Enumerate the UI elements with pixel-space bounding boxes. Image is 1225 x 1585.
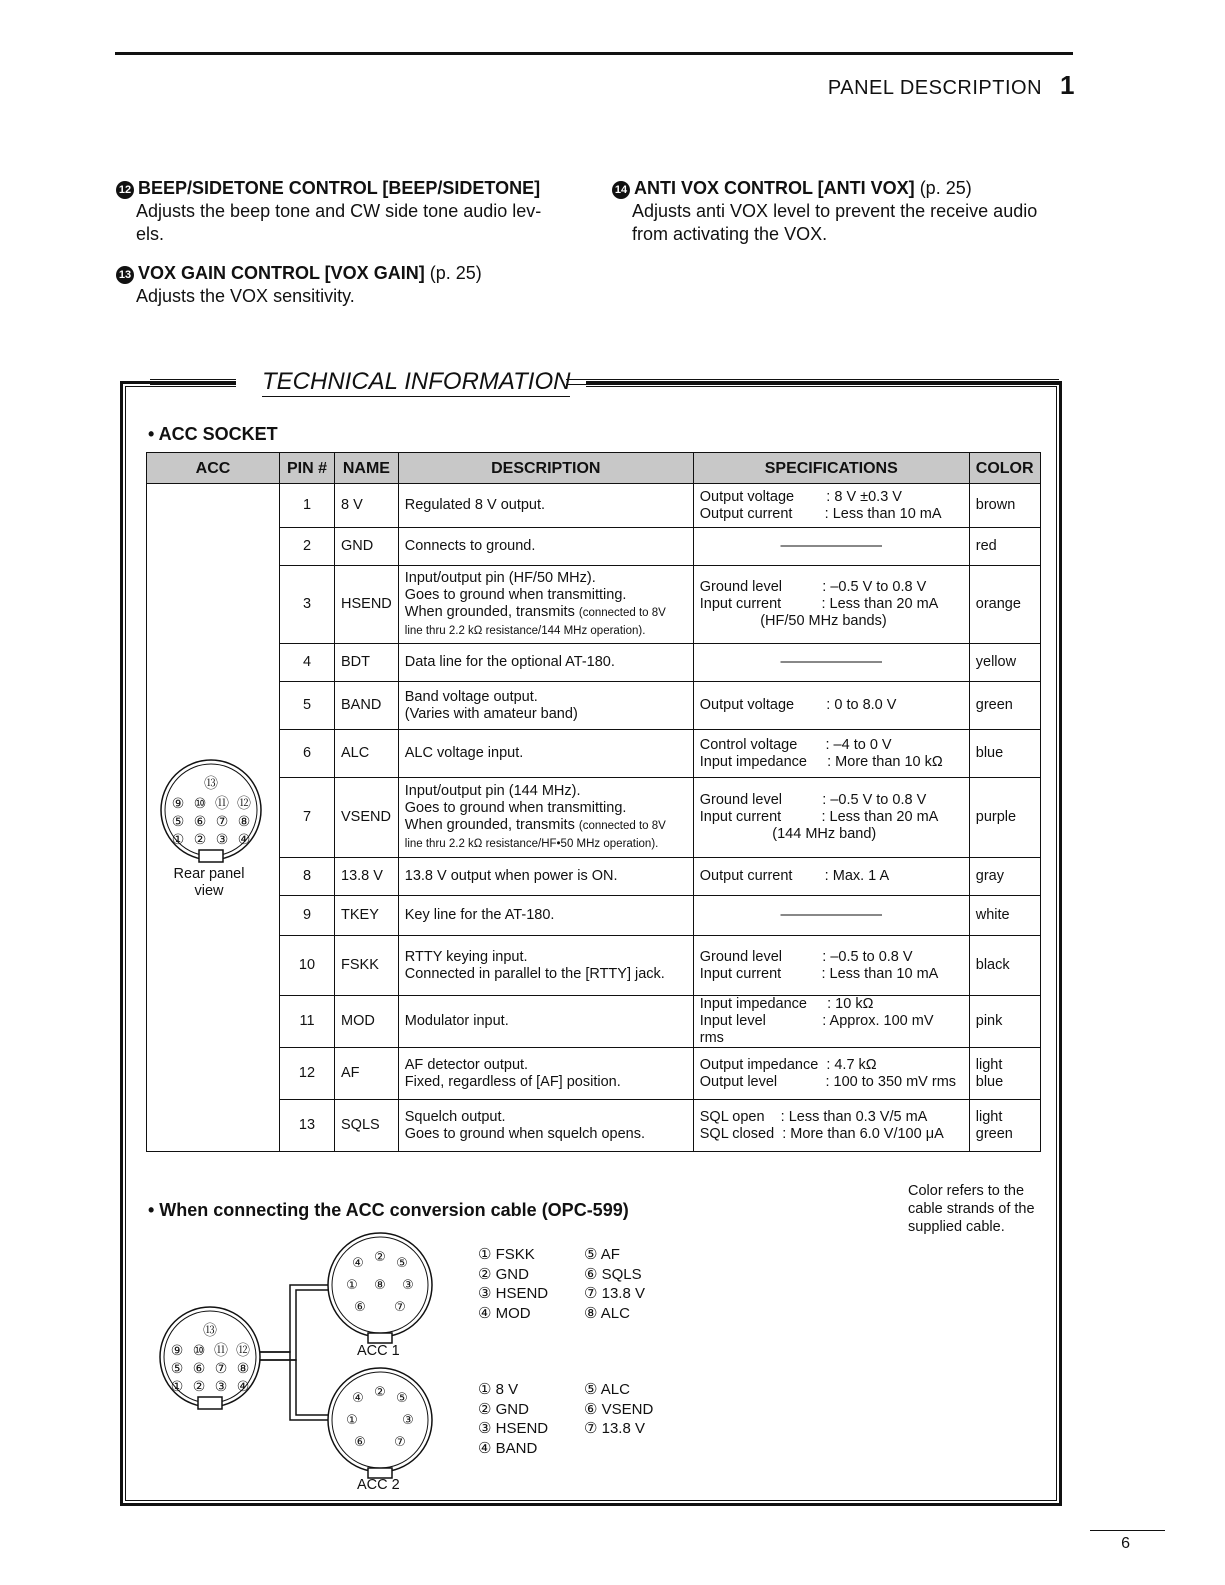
cell-specifications: ——————— [693,644,969,682]
cell-color: light blue [969,1048,1040,1100]
svg-text:⑥: ⑥ [193,814,207,830]
section-title: VOX GAIN CONTROL [VOX GAIN] [138,263,425,283]
svg-text:④: ④ [236,1379,250,1395]
description-note: (connected to 8V line thru 2.2 kΩ resistance/HF•50 MHz operation). [404,819,666,850]
cell-pin: 2 [280,528,335,566]
cell-pin: 7 [280,778,335,858]
col-pin: PIN # [280,453,335,484]
cell-name: TKEY [335,896,399,936]
svg-text:⑧: ⑧ [374,1278,386,1293]
col-specifications: SPECIFICATIONS [693,453,969,484]
svg-text:⑨: ⑨ [170,1343,184,1359]
section-page-ref: (p. 25) [429,263,482,283]
description-text: 13.8 V output when power is ON. [404,868,618,884]
section-title: BEEP/SIDETONE CONTROL [BEEP/SIDETONE] [138,178,541,198]
svg-text:③: ③ [402,1413,414,1428]
svg-text:④: ④ [237,832,251,848]
section-desc: Adjusts anti VOX level to prevent the receive audio [632,201,1038,221]
cell-color: purple [969,778,1040,858]
svg-text:⑦: ⑦ [394,1300,406,1315]
opc-heading: • When connecting the ACC conversion cable (OPC-599) [148,1200,629,1220]
description-text: Band voltage output. (Varies with amateur band) [404,688,578,722]
section-anti-vox [612,177,1072,246]
table-row [147,996,1041,1048]
tech-info-title: TECHNICAL INFORMATION [262,368,571,395]
cell-name: BDT [335,644,399,682]
svg-text:⑤: ⑤ [170,1361,184,1377]
description-text: Input/output pin (HF/50 MHz). Goes to ground when transmitting. When grounded, transmits [404,569,627,620]
cell-specifications: Output current : Max. 1 A [693,858,969,896]
description-text: Input/output pin (144 MHz). Goes to ground when transmitting. When grounded, transmits [404,782,627,833]
rear-panel-caption: Rear panel view [173,866,245,899]
cell-name: SQLS [335,1100,399,1152]
section-desc: Adjusts the beep tone and CW side tone audio lev- [136,201,542,221]
cell-name: MOD [335,996,399,1048]
acc-pin-table [146,452,1041,1152]
cell-pin: 8 [280,858,335,896]
top-rule [115,52,1073,55]
cell-color: orange [969,566,1040,644]
svg-text:⑩: ⑩ [192,1343,206,1359]
svg-text:①: ① [170,1379,184,1395]
table-row [147,896,1041,936]
cell-color: brown [969,484,1040,528]
cell-specifications: Output voltage : 0 to 8.0 V [693,682,969,730]
color-note: Color refers to the cable strands of the supplied cable. [908,1183,1035,1235]
cell-specifications: ——————— [693,896,969,936]
cell-specifications: Output impedance : 4.7 kΩ Output level : 100 to 350 mV rms [693,1048,969,1100]
svg-text:⑦: ⑦ [215,814,229,830]
acc-socket-heading: • ACC SOCKET [148,424,278,444]
cell-description [398,1048,693,1100]
cell-name: HSEND [335,566,399,644]
description-note: (connected to 8V line thru 2.2 kΩ resistance/144 MHz operation). [404,606,666,637]
svg-text:④: ④ [352,1256,364,1271]
table-row [147,1100,1041,1152]
list-item: ① 8 V [478,1381,519,1398]
cell-pin: 9 [280,896,335,936]
section-title: ANTI VOX CONTROL [ANTI VOX] [634,178,915,198]
description-text: Key line for the AT-180. [404,907,555,923]
cell-specifications: ——————— [693,528,969,566]
svg-text:⑧: ⑧ [237,814,251,830]
cell-name: 13.8 V [335,858,399,896]
cell-description [398,936,693,996]
svg-text:⑥: ⑥ [192,1361,206,1377]
col-color: COLOR [969,453,1040,484]
cell-description [398,644,693,682]
cell-name: GND [335,528,399,566]
svg-text:①: ① [346,1413,358,1428]
description-text: Data line for the optional AT-180. [404,654,615,670]
cell-pin: 6 [280,730,335,778]
cell-description [398,858,693,896]
cell-name: AF [335,1048,399,1100]
cell-specifications: SQL open : Less than 0.3 V/5 mA SQL closed : More than 6.0 V/100 μA [693,1100,969,1152]
list-item: ⑧ ALC [584,1304,630,1322]
section-vox-gain [116,262,586,308]
svg-text:⑩: ⑩ [193,796,207,812]
description-text: Modulator input. [404,1013,509,1029]
chapter-number: 1 [1060,70,1075,100]
svg-text:⑤: ⑤ [396,1391,408,1406]
description-text: AF detector output. Fixed, regardless of [AF] position. [404,1056,621,1090]
cell-description [398,528,693,566]
cell-description [398,484,693,528]
svg-text:①: ① [171,832,185,848]
cell-color: light green [969,1100,1040,1152]
col-acc: ACC [147,453,280,484]
list-item: ③ HSEND [478,1285,549,1302]
cell-description [398,896,693,936]
acc-connector-icon [156,758,266,868]
list-item: ③ HSEND [478,1420,549,1437]
cell-specifications: Ground level : –0.5 to 0.8 V Input current : Less than 10 mA [693,936,969,996]
section-number-badge: 13 [116,266,134,284]
list-item: ② GND [478,1400,529,1418]
cell-name: VSEND [335,778,399,858]
svg-text:③: ③ [214,1379,228,1395]
title-rule-left [150,379,236,385]
cell-pin: 5 [280,682,335,730]
cell-pin: 10 [280,936,335,996]
svg-text:②: ② [193,832,207,848]
cell-color: white [969,896,1040,936]
cell-description [398,996,693,1048]
table-row [147,484,1041,528]
cell-color: pink [969,996,1040,1048]
table-row [147,1048,1041,1100]
opc-cable-diagram [150,1230,450,1500]
cell-pin: 3 [280,566,335,644]
acc1-label: ACC 1 [357,1343,400,1359]
svg-text:⑥: ⑥ [354,1435,366,1450]
cell-pin: 12 [280,1048,335,1100]
cell-color: yellow [969,644,1040,682]
table-row [147,778,1041,858]
description-text: RTTY keying input. Connected in parallel to the [RTTY] jack. [404,948,665,982]
col-name: NAME [335,453,399,484]
svg-text:⑫: ⑫ [237,796,251,812]
svg-text:④: ④ [352,1391,364,1406]
cell-name: ALC [335,730,399,778]
svg-text:②: ② [374,1385,386,1400]
section-desc: from activating the VOX. [632,224,828,244]
svg-text:⑦: ⑦ [394,1435,406,1450]
list-item: ⑤ AF [584,1246,620,1263]
acc2-label: ACC 2 [357,1477,400,1493]
svg-text:③: ③ [402,1278,414,1293]
section-desc: Adjusts the VOX sensitivity. [136,286,355,306]
section-beep-sidetone [116,177,586,246]
list-item: ⑤ ALC [584,1381,630,1398]
acc1-pins-a [478,1245,548,1323]
table-row [147,644,1041,682]
list-item: ① FSKK [478,1246,535,1263]
list-item: ⑦ 13.8 V [584,1420,645,1437]
svg-text:⑬: ⑬ [203,1323,217,1339]
cell-name: 8 V [335,484,399,528]
cell-color: green [969,682,1040,730]
list-item: ② GND [478,1265,529,1283]
title-rule-right [566,379,1059,385]
cell-specifications: Output voltage : 8 V ±0.3 V Output current : Less than 10 mA [693,484,969,528]
cell-specifications: Ground level : –0.5 V to 0.8 V Input current : Less than 20 mA (HF/50 MHz bands) [693,566,969,644]
table-row [147,730,1041,778]
section-number-badge: 12 [116,181,134,199]
table-row [147,682,1041,730]
page-number: 6 [1121,1535,1130,1552]
cell-pin: 13 [280,1100,335,1152]
list-item: ④ BAND [478,1439,538,1457]
table-row [147,936,1041,996]
table-row [147,858,1041,896]
description-text: Connects to ground. [404,538,536,554]
cell-description [398,566,693,644]
table-row [147,566,1041,644]
svg-text:②: ② [374,1250,386,1265]
cell-description [398,682,693,730]
header-title: PANEL DESCRIPTION [827,77,1043,99]
description-text: Squelch output. Goes to ground when squelch opens. [404,1108,645,1142]
cell-description [398,778,693,858]
svg-text:⑦: ⑦ [214,1361,228,1377]
cell-name: BAND [335,682,399,730]
svg-text:⑬: ⑬ [204,776,218,792]
page-header [828,70,1075,101]
svg-text:③: ③ [215,832,229,848]
cell-specifications: Control voltage : –4 to 0 V Input impedance : More than 10 kΩ [693,730,969,778]
cell-specifications: Ground level : –0.5 V to 0.8 V Input current : Less than 20 mA (144 MHz band) [693,778,969,858]
svg-text:①: ① [346,1278,358,1293]
svg-text:⑤: ⑤ [171,814,185,830]
cell-description [398,730,693,778]
cell-description [398,1100,693,1152]
description-text: ALC voltage input. [404,745,524,761]
list-item: ⑥ SQLS [584,1265,642,1283]
section-number-badge: 14 [612,181,630,199]
col-description: DESCRIPTION [398,453,693,484]
cell-pin: 4 [280,644,335,682]
cell-pin: 1 [280,484,335,528]
svg-text:②: ② [192,1379,206,1395]
svg-text:⑪: ⑪ [215,796,229,812]
svg-text:⑤: ⑤ [396,1256,408,1271]
svg-text:⑪: ⑪ [214,1343,228,1359]
cell-color: red [969,528,1040,566]
svg-text:⑨: ⑨ [171,796,185,812]
list-item: ⑥ VSEND [584,1400,654,1418]
list-item: ④ MOD [478,1304,531,1322]
svg-text:⑧: ⑧ [236,1361,250,1377]
acc1-pins-b [584,1245,645,1323]
cell-name: FSKK [335,936,399,996]
svg-text:⑥: ⑥ [354,1300,366,1315]
page-number-rule [1090,1530,1165,1531]
cell-color: gray [969,858,1040,896]
acc2-pins-b [584,1380,653,1439]
table-row [147,528,1041,566]
acc2-pins-a [478,1380,548,1458]
cell-pin: 11 [280,996,335,1048]
list-item: ⑦ 13.8 V [584,1285,645,1302]
cell-specifications: Input impedance : 10 kΩ Input level : Approx. 100 mV rms [693,996,969,1048]
section-desc: els. [136,224,165,244]
cell-color: blue [969,730,1040,778]
cell-color: black [969,936,1040,996]
svg-text:⑫: ⑫ [236,1343,250,1359]
table-header-row [147,453,1041,484]
description-text: Regulated 8 V output. [404,497,546,513]
section-page-ref: (p. 25) [919,178,972,198]
